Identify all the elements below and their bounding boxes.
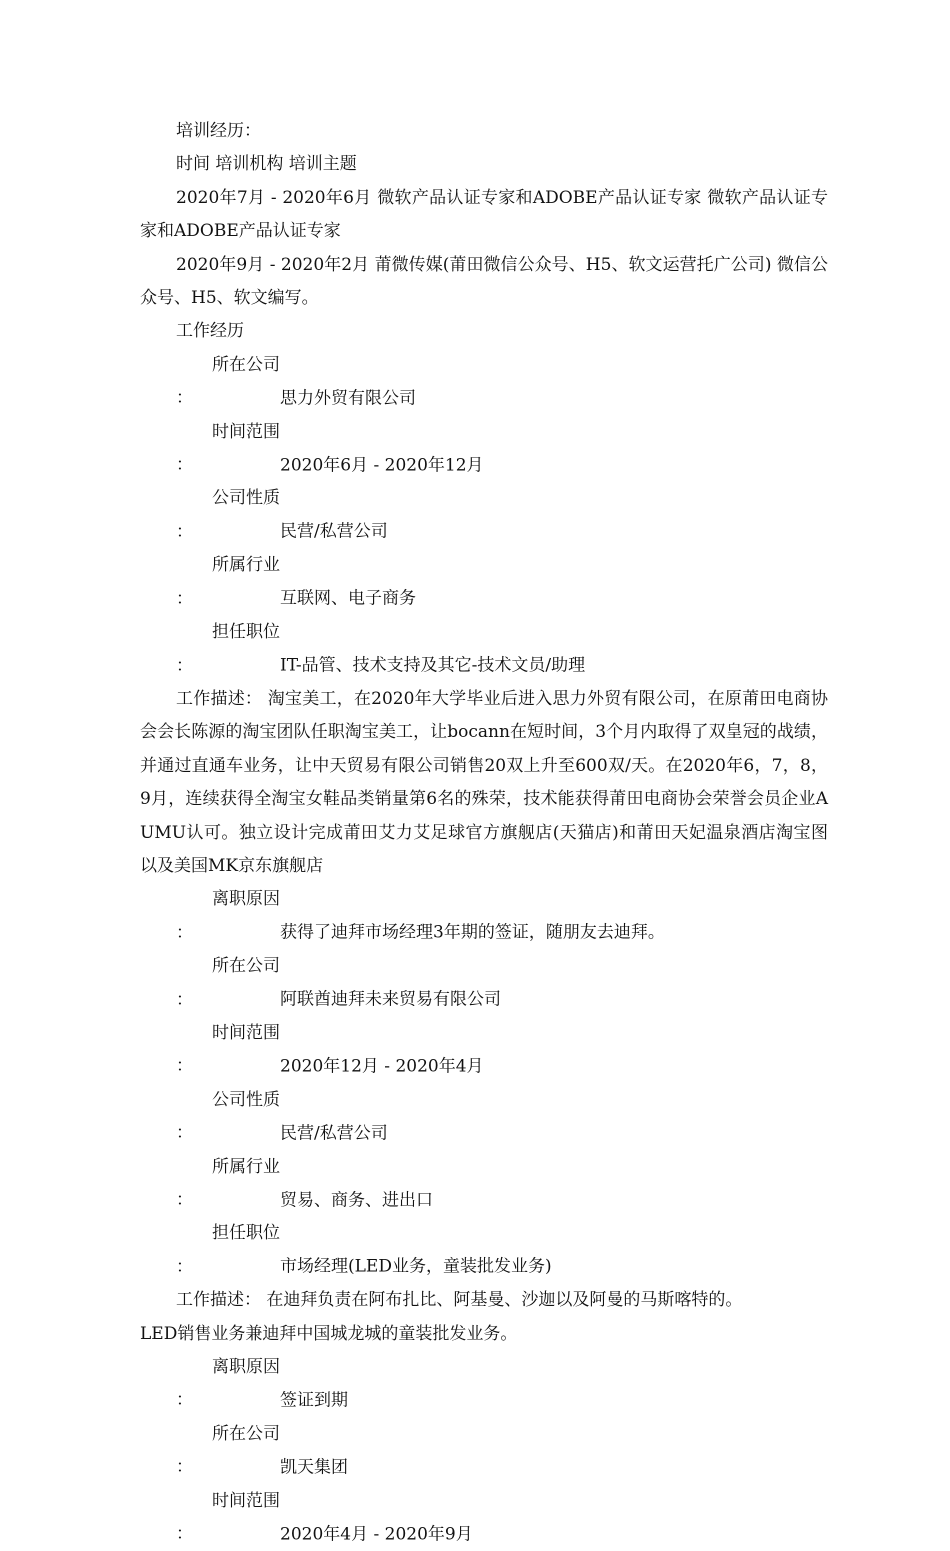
period-value: 2020年6月 - 2020年12月 [280,455,484,476]
company-label: 所在公司： [176,354,280,409]
job-company-row [140,1418,828,1485]
period-label: 时间范围： [176,1022,280,1077]
position-label: 担任职位： [176,1223,280,1277]
company-value: 凯天集团 [280,1457,348,1478]
job-position-row [140,616,828,683]
industry-label: 所属行业： [176,555,280,609]
job-company-row [140,349,828,416]
nature-label: 公司性质： [176,1089,280,1144]
position-value: IT-品管、技术支持及其它-技术文员/助理 [280,655,586,676]
position-label: 担任职位： [176,622,280,676]
nature-value: 民营/私营公司 [280,1123,388,1144]
job-description-line: 工作描述： 在迪拜负责在阿布扎比、阿基曼、沙迦以及阿曼的马斯喀特的。 [176,1290,743,1311]
reason-value: 签证到期 [280,1390,348,1411]
job-reason-row [140,1351,828,1418]
training-entry: 2020年9月 - 2020年2月 莆微传媒(莆田微信公众号、H5、软文运营托广公司) 微信公众号、H5、软文编写。 [140,254,828,309]
nature-label: 公司性质： [176,488,280,542]
job-industry-row [140,1151,828,1218]
job-nature-row [140,482,828,549]
job-company-row [140,950,828,1017]
job-period-row [140,416,828,483]
company-value: 思力外贸有限公司 [280,388,416,409]
reason-label: 离职原因： [176,1357,280,1411]
resume-body [140,115,828,1551]
period-label: 时间范围： [176,1490,280,1545]
reason-value: 获得了迪拜市场经理3年期的签证，随朋友去迪拜。 [280,922,665,943]
period-value: 2020年12月 - 2020年4月 [280,1056,484,1077]
position-value: 市场经理(LED业务，童装批发业务) [280,1256,552,1277]
job-nature-row [140,1084,828,1151]
company-label: 所在公司： [176,1423,280,1478]
period-label: 时间范围： [176,421,280,476]
industry-value: 互联网、电子商务 [280,588,416,609]
job-period-row [140,1017,828,1084]
job-reason-row [140,883,828,950]
training-entry: 2020年7月 - 2020年6月 微软产品认证专家和ADOBE产品认证专家 微软产品认证专家和ADOBE产品认证专家 [140,187,828,242]
job-industry-row [140,549,828,616]
reason-label: 离职原因： [176,889,280,943]
industry-label: 所属行业： [176,1156,280,1210]
industry-value: 贸易、商务、进出口 [280,1190,433,1210]
nature-value: 民营/私营公司 [280,521,388,542]
work-heading: 工作经历 [176,321,244,342]
job-description: 工作描述： 淘宝美工，在2020年大学毕业后进入思力外贸有限公司，在原莆田电商协会会长陈源的淘宝团队任职淘宝美工，让bocann在短时间，3个月内取得了双皇冠的战绩，并通过直通车业务，让中天贸易有限公司销售20双上升至600双/天。在2020年6，7，8，9月，连续获得全淘宝女鞋品类销量第6名的殊荣，技术能获得莆田电商协会荣誉会员企业AUMU认可。独立设计完成莆田艾力艾足球官方旗舰店(天猫店)和莆田天妃温泉酒店淘宝图以及美国MK京东旗舰店 [140,688,828,876]
company-value: 阿联酋迪拜未来贸易有限公司 [280,989,501,1010]
company-label: 所在公司： [176,956,280,1010]
training-heading: 培训经历： [176,121,261,141]
job-position-row [140,1217,828,1284]
job-period-row [140,1485,828,1551]
job-description-line: LED销售业务兼迪拜中国城龙城的童装批发业务。 [140,1323,518,1344]
period-value: 2020年4月 - 2020年9月 [280,1524,473,1545]
training-columns: 时间 培训机构 培训主题 [176,154,357,175]
